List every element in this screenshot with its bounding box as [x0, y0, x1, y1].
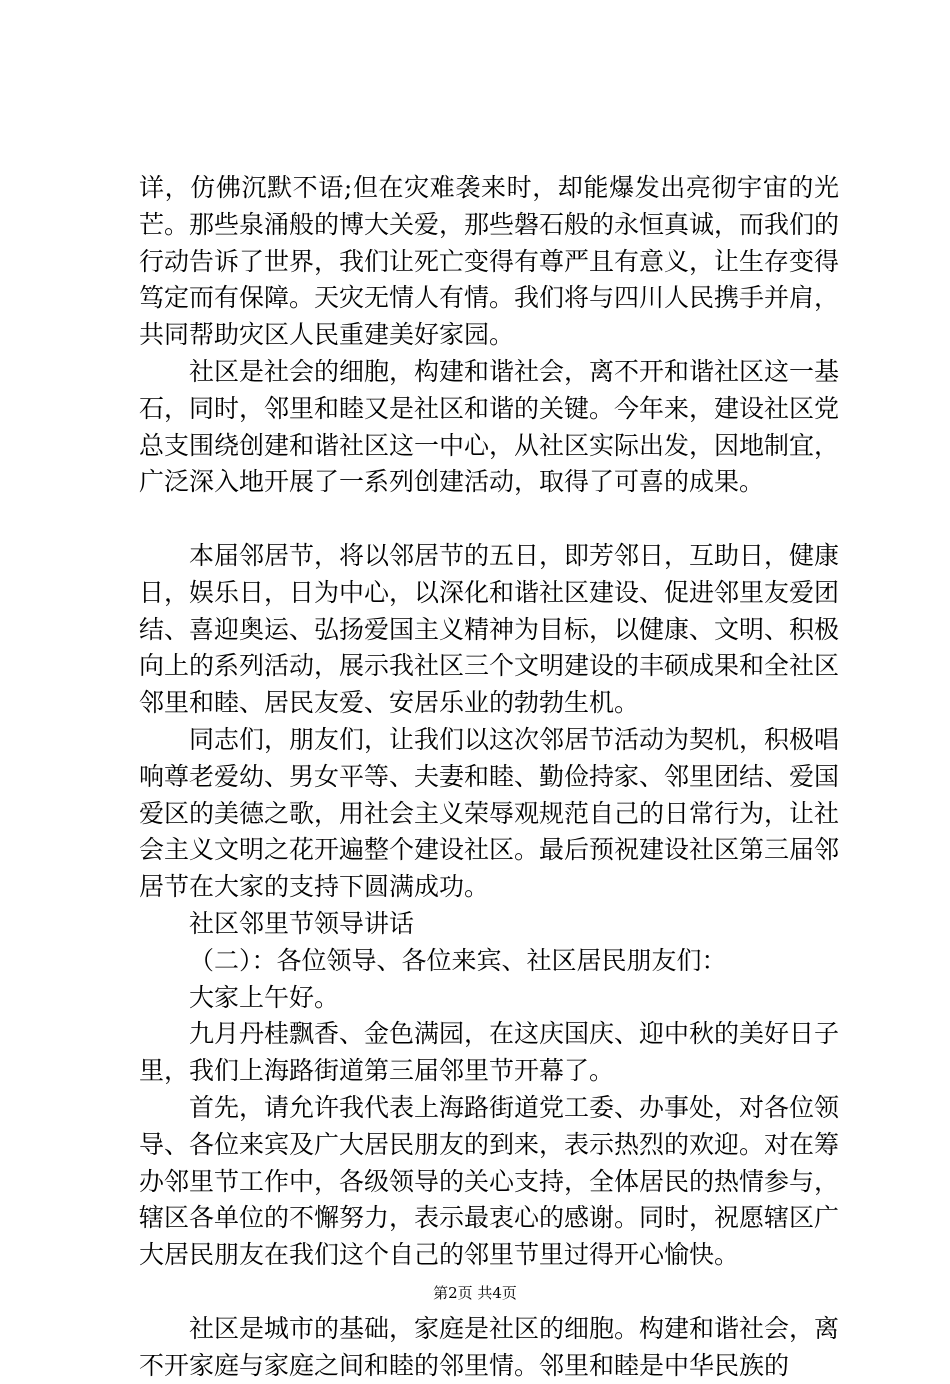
page-footer: 第2页 共4页: [433, 1284, 517, 1302]
paragraph-continuation: 详，仿佛沉默不语;但在灾难袭来时，却能爆发出亮彻宇宙的光芒。那些泉涌般的博大关爱，那些磐石般的永恒真诚，而我们的行动告诉了世界，我们让死亡变得有尊严且有意义，让生存变得笃定而有保障。天灾无情人有情。我们将与四川人民携手并肩，共同帮助灾区人民重建美好家园。: [139, 173, 840, 350]
paragraph-neighbor-festival: 本届邻居节，将以邻居节的五日，即芳邻日，互助日，健康日，娱乐日，日为中心，以深化和谐社区建设、促进邻里友爱团结、喜迎奥运、弘扬爱国主义精神为目标，以健康、文明、积极向上的系列活动，展示我社区三个文明建设的丰硕成果和全社区邻里和睦、居民友爱、安居乐业的勃勃生机。: [139, 540, 840, 718]
paragraph-welcome: 首先，请允许我代表上海路街道党工委、办事处，对各位领导、各位来宾及广大居民朋友的到来，表示热烈的欢迎。对在筹办邻里节工作中，各级领导的关心支持，全体居民的热情参与，辖区各单位的不懈努力，表示最衷心的感谢。同时，祝愿辖区广大居民朋友在我们这个自己的邻里节里过得开心愉快。: [139, 1092, 840, 1270]
document-body: [139, 170, 839, 1384]
paragraph-opening: 九月丹桂飘香、金色满园，在这庆国庆、迎中秋的美好日子里，我们上海路街道第三届邻里节开幕了。: [139, 1019, 840, 1086]
paragraph-greeting: 大家上午好。: [189, 982, 340, 1012]
paragraph-community-harmony: 社区是社会的细胞，构建和谐社会，离不开和谐社区这一基石，同时，邻里和睦又是社区和谐的关键。今年来，建设社区党总支围绕创建和谐社区这一中心，从社区实际出发，因地制宜，广泛深入地开展了一系列创建活动，取得了可喜的成果。: [139, 356, 840, 497]
paragraph-community-basis: 社区是城市的基础，家庭是社区的细胞。构建和谐社会，离不开家庭与家庭之间和睦的邻里情。邻里和睦是中华民族的: [139, 1313, 840, 1380]
paragraph-salutation: （二）：各位领导、各位来宾、社区居民朋友们：: [189, 945, 727, 975]
paragraph-call-to-action: 同志们，朋友们，让我们以这次邻居节活动为契机，积极唱响尊老爱幼、男女平等、夫妻和睦、勤俭持家、邻里团结、爱国爱区的美德之歌，用社会主义荣辱观规范自己的日常行为，让社会主义文明之花开遍整个建设社区。最后预祝建设社区第三届邻居节在大家的支持下圆满成功。: [139, 724, 840, 902]
section-heading: 社区邻里节领导讲话: [189, 908, 415, 938]
